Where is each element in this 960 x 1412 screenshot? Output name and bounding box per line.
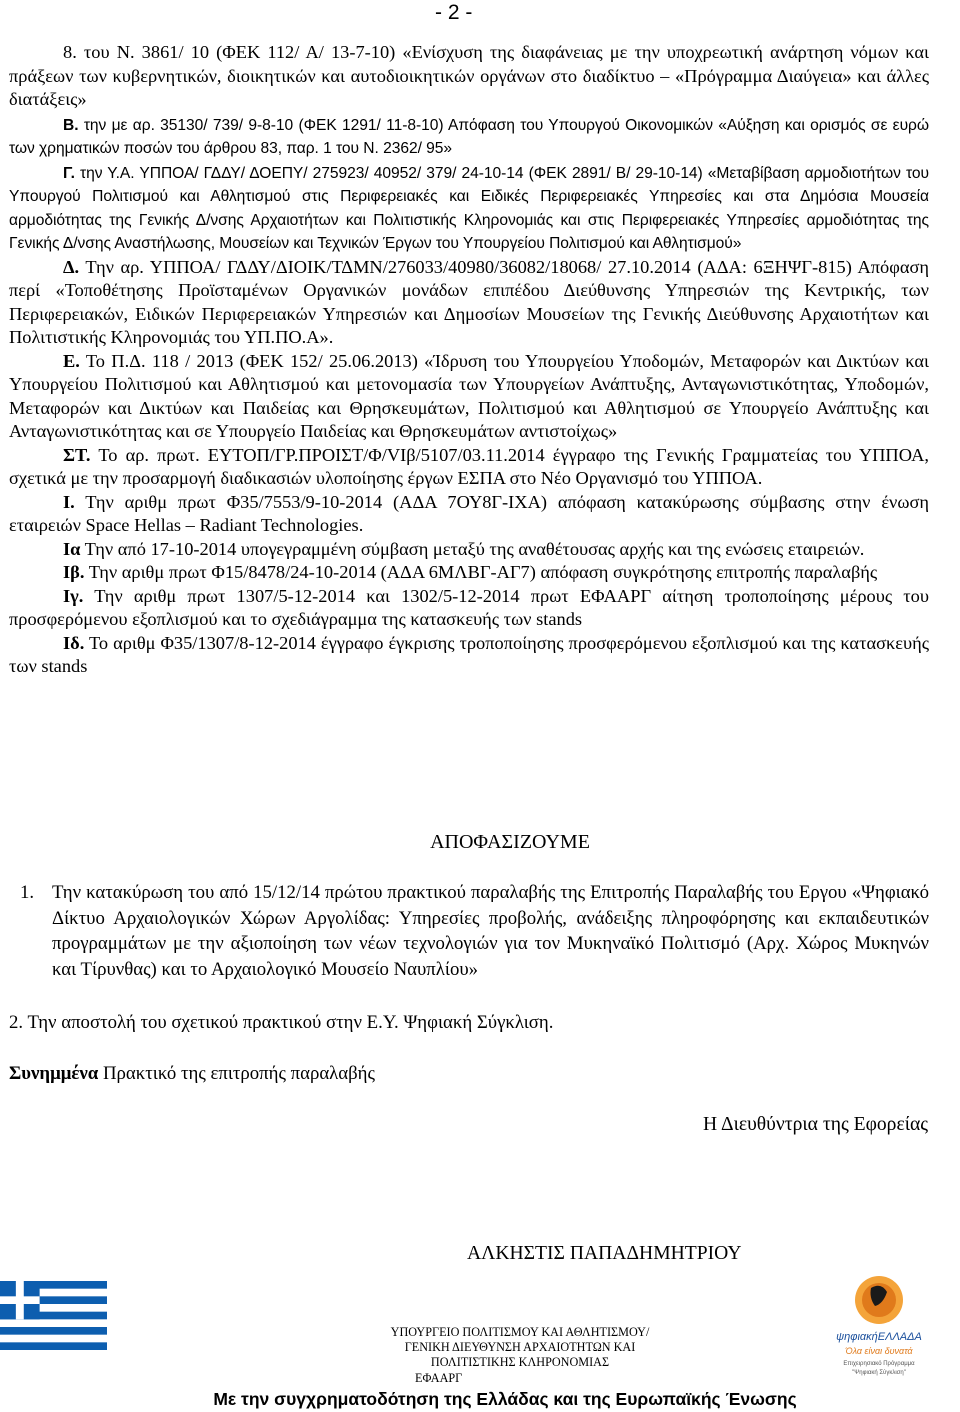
- logo-text-2: Όλα είναι δυνατά: [845, 1346, 913, 1356]
- signature-name: ΑΛΚΗΣΤΙΣ ΠΑΠΑΔΗΜΗΤΡΙΟΥ: [467, 1243, 742, 1264]
- decision-item-1-text: Την κατακύρωση του από 15/12/14 πρώτου πρακτικού παραλαβής της Επιτροπής Παραλαβής του Εργου «Ψηφιακό Δίκτυο Αρχαιολογικών Χώρων Αργολίδας: Υπηρεσίες προβολής, ανάδειξης πληροφόρησης και εκπαιδευτικών προγραμμάτων με την αξιοποίηση των νέων τεχνολογιών για τον Μυκηναϊκό Πολιτισμό (Αρχ. Χώρος Μυκηνών και Τίρυνθας) και το Αρχαιολογικό Μουσείο Ναυπλίου»: [52, 882, 929, 980]
- attachments-label: Συνημμένα: [9, 1063, 99, 1084]
- decision-item-1: [9, 880, 929, 982]
- logo-text-1: ψηφιακήΕΛΛΑΔΑ: [836, 1331, 922, 1343]
- reference-b-text: την με αρ. 35130/ 739/ 9-8-10 (ΦΕΚ 1291/ 11-8-10) Απόφαση του Υπουργού Οικονομικών «Αύξηση και ορισμός σε ευρώ των χρηματικών ποσών του άρθρου 83, παρ. 1 του Ν. 2362/ 95»: [9, 116, 929, 157]
- decision-item-2: 2. Την αποστολή του σχετικού πρακτικού στην Ε.Υ. Ψηφιακή Σύγκλιση.: [9, 1012, 554, 1033]
- footer-organization: [300, 1325, 740, 1386]
- reference-i-label: Ι.: [63, 491, 75, 512]
- greek-flag-icon: [0, 1281, 107, 1350]
- reference-ia-text: Την από 17-10-2014 υπογεγραμμένη σύμβαση μεταξύ της αναθέτουσας αρχής και της ενώσεις εταιρειών.: [80, 538, 865, 559]
- reference-i-text: Την αριθμ πρωτ Φ35/7553/9-10-2014 (ΑΔΑ 7ΟΥ8Γ-ΙΧΑ) απόφαση κατακύρωσης σύμβασης στην ένωση εταιρειών Space Hellas – Radiant Technologies.: [9, 491, 929, 535]
- reference-ib-text: Την αριθμ πρωτ Φ15/8478/24-10-2014 (ΑΔΑ 6ΜΛΒΓ-ΑΓ7) απόφαση συγκρότησης επιτροπής παραλαβής: [84, 562, 878, 582]
- reference-8: 8. του Ν. 3861/ 10 (ΦΕΚ 112/ Α/ 13-7-10) «Ενίσχυση της διαφάνειας με την υποχρεωτική ανάρτηση νόμων και πράξεων των κυβερνητικών, διοικητικών και αυτοδιοικητικών οργάνων στο διαδίκτυο – «Πρόγραμμα Διαύγεια» και άλλες διατάξεις»: [9, 42, 929, 109]
- reference-d-text: Την αρ. ΥΠΠΟΑ/ ΓΔΔΥ/ΔΙΟΙΚ/ΤΔΜΝ/276033/40980/36082/18068/ 27.10.2014 (ΑΔΑ: 6ΞΗΨΓ-815) Απόφαση περί «Τοποθέτησης Προϊσταμένων Οργανικών μονάδων επιπέδου Διεύθυνσης Υπηρεσιών της Κεντρικής, των Περιφερειακών, Ειδικών Περιφερειακών Υπηρεσιών και Δημοσίων Μουσείων της Γενικής Διεύθυνσης Αρχαιοτήτων και Πολιτιστικής Κληρονομιάς του ΥΠ.ΠΟ.Α».: [9, 256, 929, 347]
- reference-d: [9, 256, 929, 350]
- footer-org-line-3: ΠΟΛΙΤΙΣΤΙΚΗΣ ΚΛΗΡΟΝΟΜΙΑΣ: [430, 1355, 610, 1370]
- logo-text-3: Επιχειρησιακό Πρόγραμμα: [843, 1361, 915, 1367]
- reference-e-text: Το Π.Δ. 118 / 2013 (ΦΕΚ 152/ 25.06.2013) «Ίδρυση του Υπουργείου Υποδομών, Μεταφορών και Δικτύων και Υπουργείου Πολιτισμού και Αθλητισμού και μετονομασία των Υπουργείων Ανάπτυξης, Ανταγωνιστικότητας, Υποδομών, Μεταφορών και Δικτύων και Παιδείας και Θρησκευμάτων, Πολιτισμού και Αθλητισμού σε Υπουργείο Ανάπτυξης και Ανταγωνιστικότητας και σε Υπουργείο Παιδείας και Θρησκευμάτων αντιστοίχως»: [9, 350, 929, 441]
- reference-id-label: Ιδ.: [63, 632, 85, 653]
- footer-org-line-2: ΓΕΝΙΚΗ ΔΙΕΥΘΥΝΣΗ ΑΡΧΑΙΟΤΗΤΩΝ ΚΑΙ: [404, 1340, 636, 1355]
- decision-item-1-number: 1.: [20, 882, 35, 903]
- reference-ig: [9, 585, 929, 632]
- reference-st-text: Το αρ. πρωτ. ΕΥΤΟΠ/ΓΡ.ΠΡΟΙΣΤ/Φ/VΙβ/5107/03.11.2014 έγγραφο της Γενικής Γραμματείας του ΥΠΠΟΑ, σχετικά με την προσαρμογή διαδικασιών υλοποίησης έργων ΕΣΠΑ στο Νέο Οργανισμό του ΥΠΠΟΑ.: [9, 444, 929, 488]
- references-section: [9, 41, 929, 679]
- reference-b-label: Β.: [63, 116, 79, 134]
- reference-st-label: ΣΤ.: [63, 444, 91, 465]
- reference-id: [9, 632, 929, 679]
- logo-text-4: "Ψηφιακή Σύγκλιση": [852, 1370, 906, 1376]
- decision-heading-wrap: [0, 831, 960, 855]
- reference-g: [9, 162, 929, 256]
- reference-ia: [9, 538, 929, 562]
- decision-heading: ΑΠΟΦΑΣΙΖΟΥΜΕ: [430, 831, 590, 853]
- reference-ia-label: Ια: [63, 538, 81, 559]
- reference-e: [9, 350, 929, 444]
- footer-org-line-4: ΕΦΑΑΡΓ: [415, 1370, 463, 1385]
- cofunding-statement: Με την συγχρηματοδότηση της Ελλάδας και της Ευρωπαϊκής Ένωσης: [213, 1389, 797, 1409]
- footer-org-line-1: ΥΠΟΥΡΓΕΙΟ ΠΟΛΙΤΙΣΜΟΥ ΚΑΙ ΑΘΛΗΤΙΣΜΟΥ/: [390, 1325, 650, 1339]
- digital-greece-logo-icon: [819, 1262, 939, 1382]
- reference-i: [9, 491, 929, 538]
- attachments-line: [9, 1062, 375, 1086]
- reference-e-label: Ε.: [63, 350, 80, 371]
- page-number: - 2 -: [435, 1, 473, 24]
- reference-ig-label: Ιγ.: [63, 585, 84, 606]
- reference-ib-label: Ιβ.: [63, 562, 85, 582]
- reference-id-text: Το αριθμ Φ35/1307/8-12-2014 έγγραφο έγκρισης τροποποίησης προσφερόμενου εξοπλισμού και της κατασκευής των stands: [9, 632, 929, 676]
- reference-d-label: Δ.: [63, 256, 80, 277]
- reference-ib: [9, 561, 929, 585]
- signature-title: Η Διευθύντρια της Εφορείας: [703, 1114, 928, 1135]
- reference-ig-text: Την αριθμ πρωτ 1307/5-12-2014 και 1302/5-12-2014 πρωτ ΕΦΑΑΡΓ αίτηση τροποποίησης μέρους του προσφερόμενου εξοπλισμού και το σχεδιάγραμμα της κατασκευής των stands: [9, 585, 929, 629]
- reference-g-label: Γ.: [63, 164, 75, 182]
- reference-b: [9, 114, 929, 161]
- reference-st: [9, 444, 929, 491]
- reference-g-text: την Υ.Α. ΥΠΠΟΑ/ ΓΔΔΥ/ ΔΟΕΠΥ/ 275923/ 40952/ 379/ 24-10-14 (ΦΕΚ 2891/ Β/ 29-10-14) «Μεταβίβαση αρμοδιοτήτων του Υπουργού Πολιτισμού και Αθλητισμού στις Περιφερειακές και Ειδικές Περιφερειακές Υπηρεσίες και στα Δημόσια Μουσεία αρμοδιότητας της Γενικής Δ/νσης Αρχαιοτήτων και Πολιτιστικής Κληρονομιάς και στις Περιφερειακές Υπηρεσίες αρμοδιότητας της Γενικής Δ/νσης Αναστήλωσης, Μουσείων και Τεχνικών Έργων του Υπουργείου Πολιτισμού και Αθλητισμού»: [9, 164, 929, 252]
- attachments-text: Πρακτικό της επιτροπής παραλαβής: [98, 1063, 375, 1084]
